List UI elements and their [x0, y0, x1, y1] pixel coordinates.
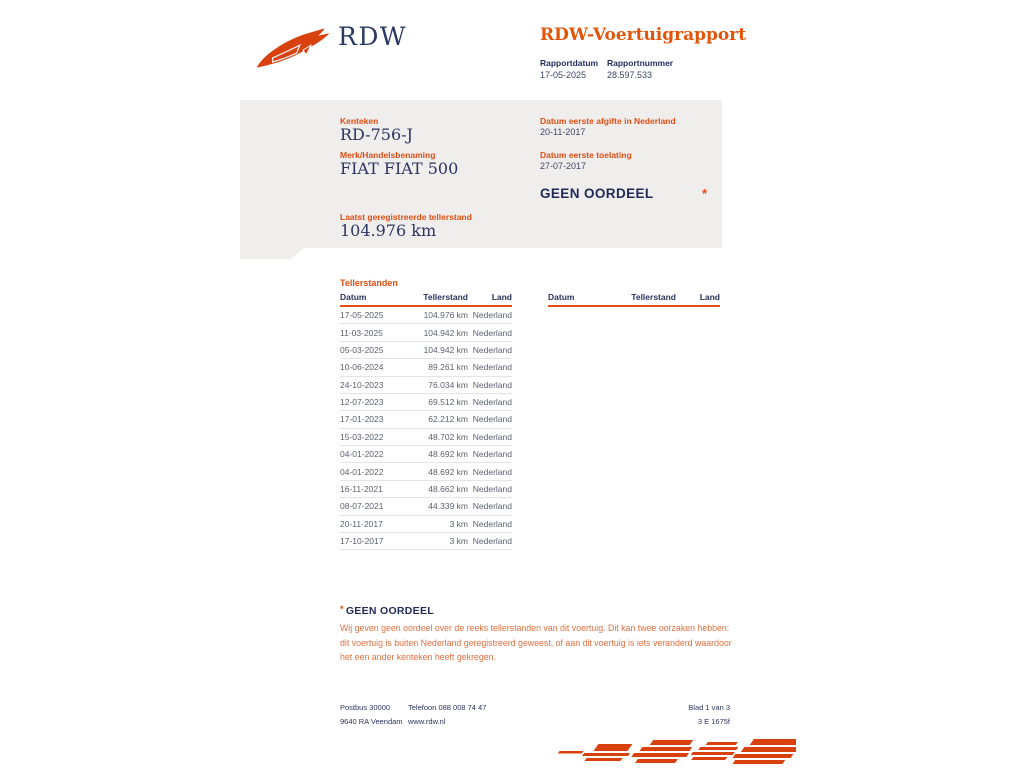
tellerstand-label: Laatst geregistreerde tellerstand: [340, 212, 472, 222]
col-header-land: Land: [468, 291, 512, 306]
footer-website: www.rdw.nl: [408, 717, 446, 726]
table-row: 11-03-2025 104.942 km Nederland: [340, 324, 512, 341]
table-row: 17-01-2023 62.212 km Nederland: [340, 411, 512, 428]
table-row: 17-10-2017 3 km Nederland: [340, 532, 512, 549]
col-header-datum: Datum: [548, 291, 610, 306]
report-date-value: 17-05-2025: [540, 70, 587, 80]
table-row: 15-03-2022 48.702 km Nederland: [340, 428, 512, 445]
merk-label: Merk/Handelsbenaming: [340, 150, 436, 160]
table-row: 12-07-2023 69.512 km Nederland: [340, 393, 512, 410]
odometer-table-left: [340, 291, 512, 550]
footnote-title: GEEN OORDEEL: [345, 605, 435, 617]
footer-address: [340, 701, 403, 729]
report-number-label: Rapportnummer: [607, 58, 674, 68]
table-row: 04-01-2022 48.692 km Nederland: [340, 463, 512, 480]
rdw-logo-text: RDW: [338, 22, 408, 51]
footer-contact: [408, 701, 486, 729]
table-header-row: [548, 291, 720, 306]
col-header-datum: Datum: [340, 291, 402, 306]
footer-pagination: [630, 701, 730, 729]
rdw-wing-icon: [254, 26, 336, 74]
afgifte-label: Datum eerste afgifte in Nederland: [540, 116, 676, 126]
table-row: 17-05-2025 104.976 km Nederland: [340, 306, 512, 324]
odometer-table-right: [548, 291, 720, 307]
table-row: 20-11-2017 3 km Nederland: [340, 515, 512, 532]
table-row: 16-11-2021 48.662 km Nederland: [340, 480, 512, 497]
tellerstanden-section-title: Tellerstanden: [340, 278, 398, 288]
report-date-label: Rapportdatum: [540, 58, 599, 68]
table-row: 05-03-2025 104.942 km Nederland: [340, 341, 512, 358]
tellerstand-value: 104.976 km: [340, 221, 437, 240]
rdw-logo: [254, 22, 408, 77]
verdict-footnote: [340, 604, 740, 665]
kenteken-value: RD-756-J: [340, 125, 413, 144]
merk-value: FIAT FIAT 500: [340, 159, 459, 178]
footnote-asterisk: *: [340, 604, 344, 614]
footer-page-number: Blad 1 van 3: [688, 703, 730, 712]
report-number-value: 28.597.533: [607, 70, 653, 80]
footnote-text: Wij geven geen oordeel over de reeks tellerstanden van dit voertuig. Dit kan twee oorzaken hebben: dit voertuig is buiten Nederland geregistreerd geweest, of aan dit voertuig is iets veranderd waardoor het een ander kenteken heeft gekregen.: [340, 623, 732, 663]
table-row: 08-07-2021 44.339 km Nederland: [340, 498, 512, 515]
toelating-label: Datum eerste toelating: [540, 150, 632, 160]
kenteken-label: Kenteken: [340, 116, 379, 126]
table-header-row: [340, 291, 512, 306]
verdict-asterisk: *: [702, 186, 708, 201]
table-row: 10-06-2024 89.261 km Nederland: [340, 359, 512, 376]
footnote-heading: [340, 604, 740, 617]
footer-phone: Telefoon 088 008 74 47: [408, 703, 487, 712]
table-row: 24-10-2023 76.034 km Nederland: [340, 376, 512, 393]
report-title: RDW-Voertuigrapport: [540, 25, 747, 45]
rdw-stripes-graphic: [548, 736, 796, 768]
toelating-value: 27-07-2017: [540, 161, 587, 171]
footer-address-line1: Postbus 30000: [340, 703, 391, 712]
footer-address-line2: 9640 RA Veendam: [340, 717, 403, 726]
col-header-tellerstand: Tellerstand: [402, 291, 468, 306]
panel-tail-shape: [240, 248, 304, 259]
footer-form-code: 3 E 1675f: [697, 717, 730, 726]
col-header-tellerstand: Tellerstand: [610, 291, 676, 306]
table-row: 04-01-2022 48.692 km Nederland: [340, 446, 512, 463]
verdict-text: GEEN OORDEEL: [540, 186, 654, 201]
col-header-land: Land: [676, 291, 720, 306]
afgifte-value: 20-11-2017: [540, 127, 586, 137]
vehicle-summary-panel: [240, 100, 722, 248]
